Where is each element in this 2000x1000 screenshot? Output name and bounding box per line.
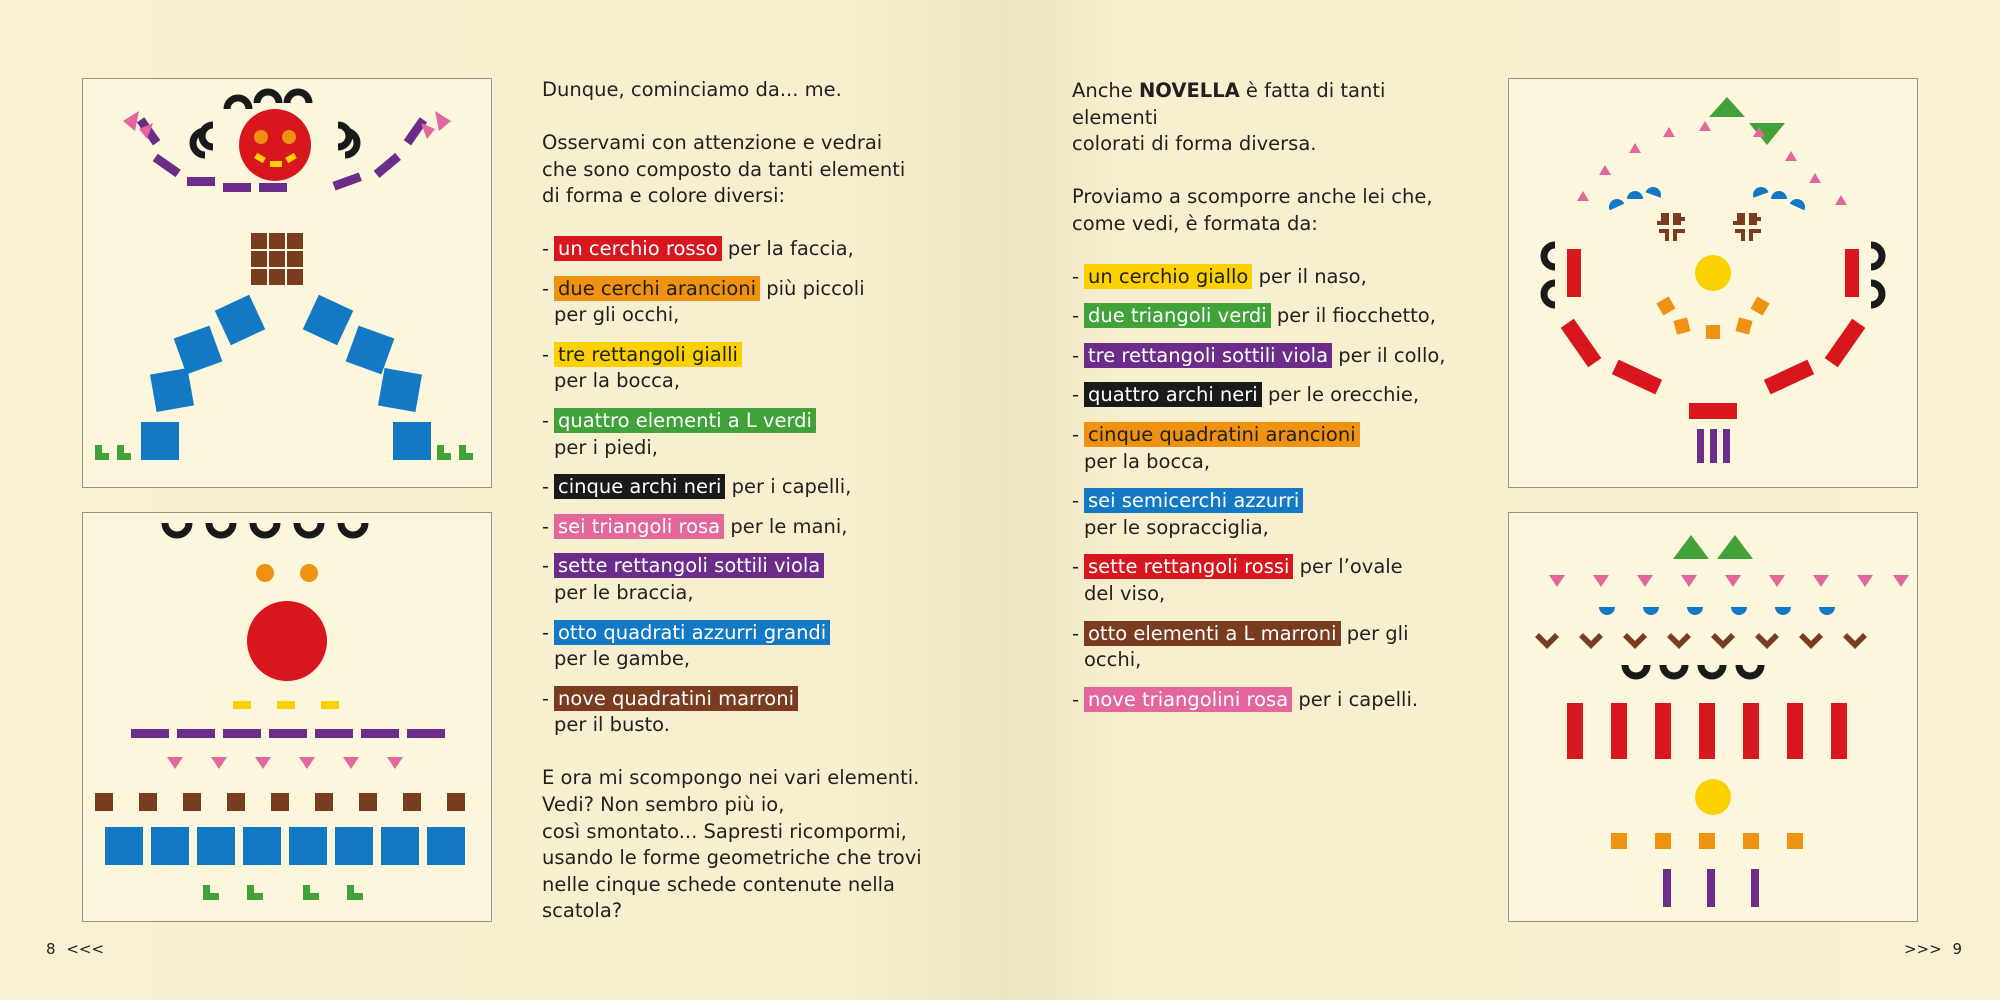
page-number: 8 (46, 940, 56, 958)
item-text: per gli occhi, (1084, 621, 1409, 672)
item-text: per i capelli. (1298, 687, 1419, 711)
list-item: - quattro archi neri per le orecchie, (1072, 383, 1420, 407)
paragraph-line: Vedi? Non sembro più io, (542, 793, 785, 817)
list-item: - un cerchio giallo per il naso, (1072, 264, 1367, 288)
item-text: per la faccia, (727, 236, 854, 260)
list-item: - sei semicerchi azzurri per le sopracciglia, (1072, 488, 1472, 541)
item-text: del viso, (1084, 581, 1166, 605)
illustration-assembled-boy (82, 78, 492, 488)
list-item: - quattro elementi a L verdi per i piedi, (542, 408, 942, 461)
intro-line: colorati di forma diversa. (1072, 132, 1317, 156)
item-text: per i piedi, (554, 435, 658, 459)
list-item: - nove triangolini rosa per i capelli. (1072, 687, 1419, 711)
highlight-label: quattro archi neri (1084, 382, 1262, 407)
list-item: - otto quadrati azzurri grandi per le gambe, (542, 620, 942, 673)
highlight-label: quattro elementi a L verdi (554, 408, 816, 433)
paragraph-line: così smontato... Sapresti ricompormi, (542, 819, 907, 843)
list-item: - sette rettangoli rossi per l’ovale del viso, (1072, 555, 1403, 605)
paragraph-line: Osservami con attenzione e vedrai (542, 131, 883, 155)
item-text: più piccoli (766, 276, 865, 300)
highlight-label: tre rettangoli sottili viola (1084, 343, 1332, 368)
item-text: per le orecchie, (1267, 383, 1420, 407)
page-arrows: >>> (1903, 940, 1942, 958)
item-text: per le braccia, (554, 580, 694, 604)
right-page (1000, 0, 2000, 1000)
item-text: per il busto. (554, 713, 670, 737)
highlight-label: sette rettangoli sottili viola (554, 553, 824, 578)
illustration-assembled-novella (1508, 78, 1918, 488)
illustration-decomposed-novella (1508, 512, 1918, 922)
item-text: per il collo, (1338, 343, 1446, 367)
item-text: per il fiocchetto, (1276, 304, 1436, 328)
paragraph-line: E ora mi scompongo nei vari elementi. (542, 766, 920, 790)
left-page-text (542, 77, 942, 925)
illustration-decomposed-boy (82, 512, 492, 922)
list-item: - due cerchi arancioni più piccoli per gli occhi, (542, 276, 865, 327)
list-item: - sei triangoli rosa per le mani, (542, 514, 848, 538)
list-item: - otto elementi a L marroni per gli occhi, (1072, 621, 1409, 672)
intro-line: Dunque, cominciamo da... me. (542, 78, 842, 101)
highlight-label: nove quadratini marroni (554, 686, 798, 711)
assembled-boy-figure (83, 79, 491, 487)
highlight-label: cinque quadratini arancioni (1084, 422, 1360, 447)
highlight-label: due cerchi arancioni (554, 276, 760, 301)
highlight-label: tre rettangoli gialli (554, 342, 742, 367)
intro-text: Anche (1072, 79, 1139, 102)
list-item: - cinque quadratini arancioni per la bocca, (1072, 422, 1472, 475)
item-text: per la bocca, (1084, 449, 1211, 473)
list-item: - sette rettangoli sottili viola per le braccia, (542, 553, 942, 606)
highlight-label: sei semicerchi azzurri (1084, 488, 1303, 513)
highlight-label: otto elementi a L marroni (1084, 621, 1341, 646)
highlight-label: nove triangolini rosa (1084, 687, 1292, 712)
item-text: per la bocca, (554, 369, 681, 393)
list-item: - un cerchio rosso per la faccia, (542, 236, 854, 260)
decomposed-novella-elements (1509, 513, 1917, 921)
item-text: per l’ovale (1299, 555, 1403, 579)
paragraph-line: scatola? (542, 899, 623, 923)
page-number: 9 (1952, 940, 1962, 958)
assembled-novella-figure (1509, 79, 1917, 487)
item-text: per il naso, (1258, 264, 1367, 288)
page-arrows: <<< (66, 940, 105, 958)
highlight-label: un cerchio giallo (1084, 264, 1252, 289)
decomposed-boy-elements (83, 513, 491, 921)
highlight-label: cinque archi neri (554, 474, 725, 499)
intro-line (1072, 78, 1472, 131)
character-name: NOVELLA (1138, 79, 1240, 102)
paragraph-line: nelle cinque schede contenute nella (542, 872, 895, 896)
highlight-label: due triangoli verdi (1084, 303, 1271, 328)
paragraph-line: che sono composto da tanti elementi (542, 157, 906, 181)
page-number-left (46, 940, 104, 958)
list-item: - due triangoli verdi per il fiocchetto, (1072, 304, 1436, 328)
paragraph-line: di forma e colore diversi: (542, 184, 786, 208)
paragraph-line: usando le forme geometriche che trovi (542, 846, 922, 870)
highlight-label: sei triangoli rosa (554, 514, 724, 539)
highlight-label: un cerchio rosso (554, 236, 722, 261)
page-number-right (1904, 940, 1962, 958)
intro-text: è fatta di tanti elementi (1072, 79, 1386, 129)
list-item: - nove quadratini marroni per il busto. (542, 686, 942, 739)
right-page-text (1072, 78, 1472, 713)
item-text: per le sopracciglia, (1084, 515, 1269, 539)
item-text: per le gambe, (554, 647, 691, 671)
list-item: - tre rettangoli gialli per la bocca, (542, 342, 942, 395)
item-text: per i capelli, (731, 475, 852, 499)
paragraph-line: come vedi, è formata da: (1072, 211, 1318, 235)
highlight-label: sette rettangoli rossi (1084, 554, 1293, 579)
highlight-label: otto quadrati azzurri grandi (554, 620, 830, 645)
list-item: - tre rettangoli sottili viola per il collo, (1072, 343, 1446, 367)
list-item: - cinque archi neri per i capelli, (542, 475, 852, 499)
item-text: per le mani, (730, 514, 848, 538)
item-text: per gli occhi, (554, 303, 680, 327)
paragraph-line: Proviamo a scomporre anche lei che, (1072, 185, 1433, 209)
